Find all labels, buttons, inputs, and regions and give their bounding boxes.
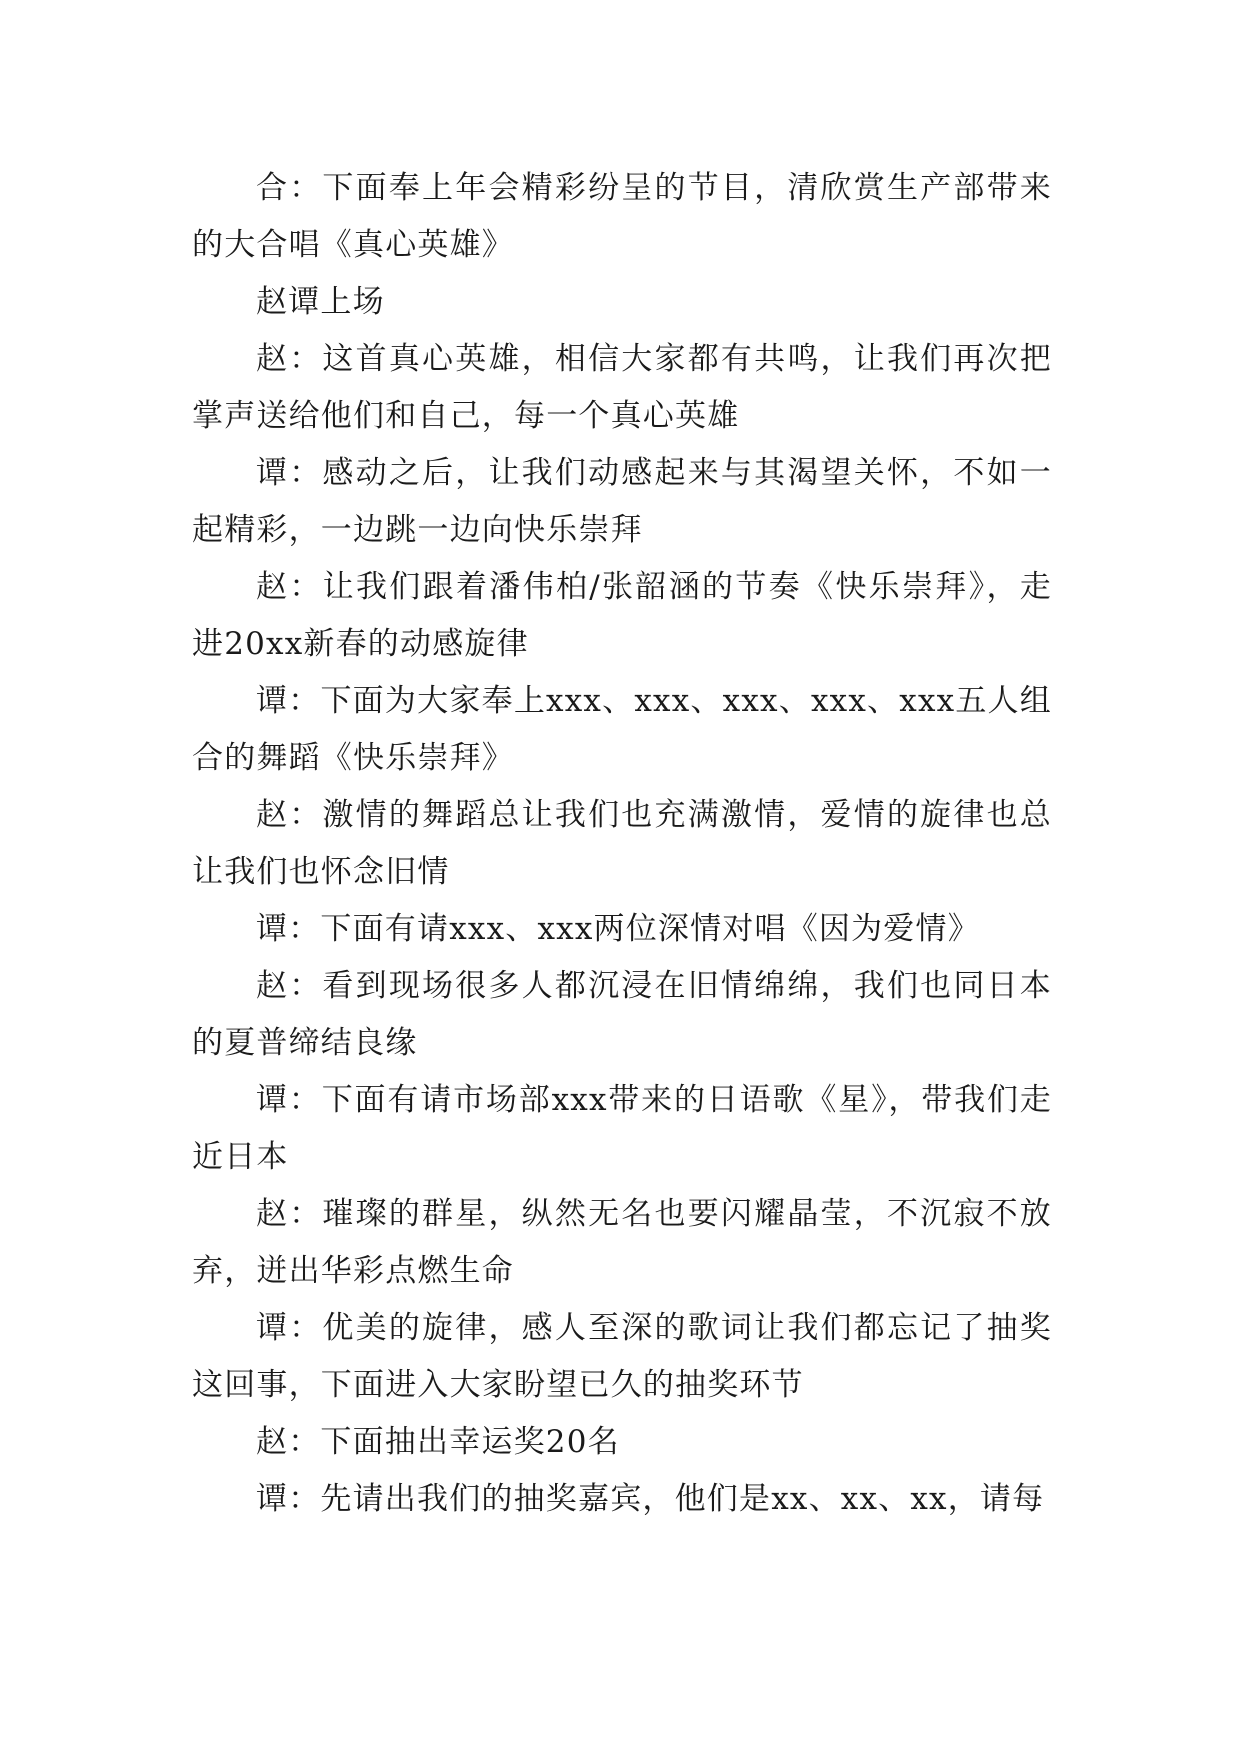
paragraph: 赵：让我们跟着潘伟柏/张韶涵的节奏《快乐崇拜》，走进20xx新春的动感旋律 bbox=[192, 569, 1052, 662]
paragraph: 赵：璀璨的群星，纵然无名也要闪耀晶莹，不沉寂不放弃，迸出华彩点燃生命 bbox=[192, 1196, 1052, 1289]
paragraph: 谭：下面有请xxx、xxx两位深情对唱《因为爱情》 bbox=[256, 911, 980, 947]
paragraph: 谭：优美的旋律，感人至深的歌词让我们都忘记了抽奖这回事，下面进入大家盼望已久的抽奖环节 bbox=[192, 1310, 1052, 1403]
paragraph: 赵谭上场 bbox=[256, 284, 385, 320]
script-body bbox=[192, 160, 1052, 1528]
paragraph: 赵：这首真心英雄，相信大家都有共鸣，让我们再次把掌声送给他们和自己，每一个真心英雄 bbox=[192, 341, 1052, 434]
paragraph: 合：下面奉上年会精彩纷呈的节目，清欣赏生产部带来的大合唱《真心英雄》 bbox=[192, 170, 1052, 263]
paragraph: 赵：看到现场很多人都沉浸在旧情绵绵，我们也同日本的夏普缔结良缘 bbox=[192, 968, 1052, 1061]
paragraph: 谭：下面有请市场部xxx带来的日语歌《星》，带我们走近日本 bbox=[192, 1082, 1052, 1175]
paragraph: 谭：下面为大家奉上xxx、xxx、xxx、xxx、xxx五人组合的舞蹈《快乐崇拜》 bbox=[192, 683, 1052, 776]
paragraph: 谭：先请出我们的抽奖嘉宾，他们是xx、xx、xx，请每 bbox=[256, 1481, 1045, 1517]
paragraph: 赵：下面抽出幸运奖20名 bbox=[256, 1424, 620, 1460]
paragraph: 谭：感动之后，让我们动感起来与其渴望关怀，不如一起精彩，一边跳一边向快乐崇拜 bbox=[192, 455, 1052, 548]
paragraph: 赵：激情的舞蹈总让我们也充满激情，爱情的旋律也总让我们也怀念旧情 bbox=[192, 797, 1052, 890]
